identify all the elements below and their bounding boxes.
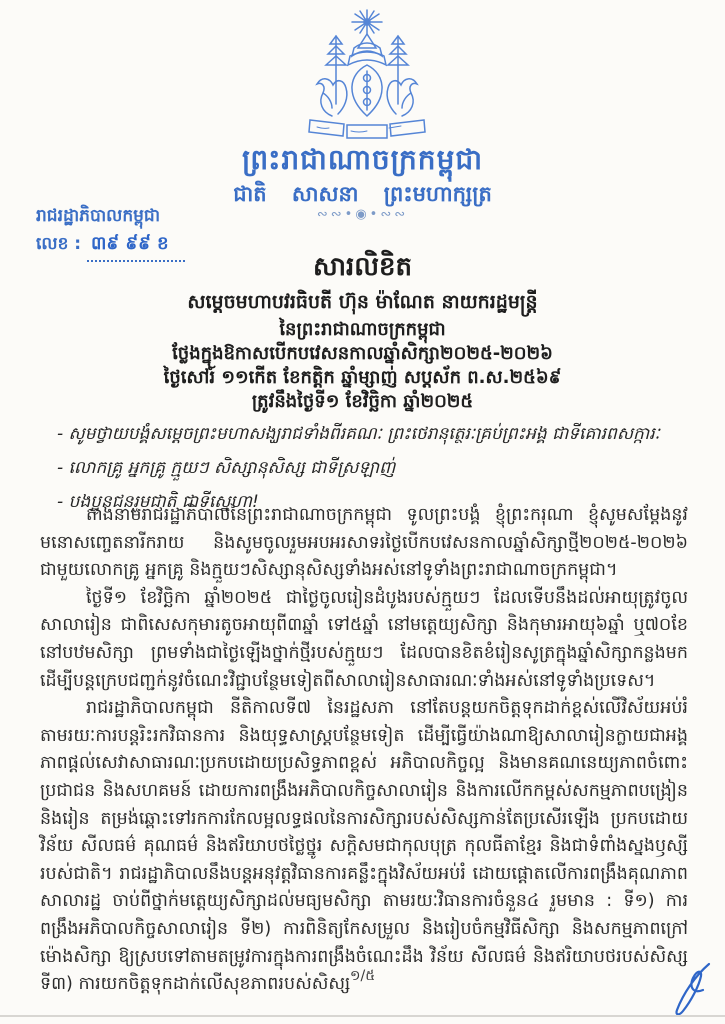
scan-edge-line xyxy=(0,1015,725,1017)
salutation-line: - បងប្អូនជនរួមជាតិ ជាទីស្នេហា! xyxy=(57,492,259,512)
kingdom-title: ព្រះរាជាណាចក្រកម្ពុជា xyxy=(241,143,483,176)
scroll-divider-ornament: ∾∾•◉•∾∾ xyxy=(316,207,409,222)
body-paragraph: រាជរដ្ឋាភិបាលកម្ពុជា នីតិកាលទី៧ នៃរដ្ឋសភា នៅតែបន្តយកចិត្តទុកដាក់ខ្ពស់លើវិស័យអប់រំ តាមរយៈការបន្តរិះរកវិធានការ និងយុទ្ធសាស្ត្របន្ថែមទៀត ដើម្បីធ្វើយ៉ាងណាឱ្យសាលារៀនក្លាយជាអង្គភាពផ្តល់សេវាសាធារណៈប្រកបដោយប្រសិទ្ធភាពខ្ពស់ អភិបាលកិច្ចល្អ និងមានគណនេយ្យភាពចំពោះប្រជាជន និងសហគមន៍ ដោយការពង្រឹងអភិបាលកិច្ចសាលារៀន និងការលើកកម្ពស់សកម្មភាពបង្រៀននិងរៀន តម្រង់ឆ្ពោះទៅរកការកែលម្អលទ្ធផលនៃការសិក្សារបស់សិស្សកាន់តែប្រសើរឡើង ប្រកបដោយវិន័យ សីលធម៌ គុណធម៌ និងឥរិយាបថថ្លៃថ្នូរ សក្តិសមជាកុលបុត្រ កុលធីតាខ្មែរ និងជាទំពាំងស្នងឫស្សីរបស់ជាតិ។ រាជរដ្ឋាភិបាលនឹងបន្តអនុវត្តវិធានការគន្លឹះក្នុងវិស័យអប់រំ ដោយផ្តោតលើការពង្រឹងគុណភាពសាលារដ្ឋ ចាប់ពីថ្នាក់មត្តេយ្យសិក្សាដល់មធ្យមសិក្សា តាមរយៈវិធានការចំនួន៤ រួមមាន : ទី១) ការពង្រឹងអភិបាលកិច្ចសាលារៀន ទី២) ការពិនិត្យកែសម្រួល និងរៀបចំកម្មវិធីសិក្សា និងសកម្មភាពក្រៅម៉ោងសិក្សា ឱ្យស្របទៅតាមតម្រូវការក្នុងការពង្រឹងចំណេះដឹង វិន័យ សីលធម៌ និងឥរិយាបថរបស់សិស្ស ទី៣) ការយកចិត្តទុកដាក់លើសុខភាពរបស់សិស្ស xyxy=(40,698,688,995)
royal-arms-of-cambodia-icon xyxy=(292,8,442,144)
of-kingdom-line: នៃព្រះរាជាណាចក្រកម្ពុជា xyxy=(279,319,446,340)
government-label: រាជរដ្ឋាភិបាលកម្ពុជា xyxy=(36,206,161,226)
gregorian-date-line: ត្រូវនឹងថ្ងៃទី១ ខែវិច្ឆិកា ឆ្នាំ២០២៥ xyxy=(251,391,474,412)
body-paragraph: តាងនាមរាជរដ្ឋាភិបាលនៃព្រះរាជាណាចក្រកម្ពុជា ទូលព្រះបង្គំ ខ្ញុំព្រះករុណា ខ្ញុំសូមសម្តែងនូវមនោសញ្ចេតនារីករាយ និងសូមចូលរួមអបអរសាទរថ្ងៃបើកបវេសនកាលឆ្នាំសិក្សាថ្មី២០២៥-២០២៦ ជាមួយលោកគ្រូ អ្នកគ្រូ និងក្មួយៗសិស្សានុសិស្សទាំងអស់នៅទូទាំងព្រះរាជាណាចក្រកម្ពុជា។ xyxy=(40,505,688,581)
reference-number-value: ៣៩ ៩៩ ខ xyxy=(87,231,185,262)
lunar-date-line: ថ្ងៃសៅរ៍ ១១កើត ខែកត្តិក ឆ្នាំម្សាញ់ សប្តស័ក ព.ស.២៥៦៩ xyxy=(163,367,562,388)
pen-initial-signature-icon xyxy=(665,960,717,1018)
document-type-title: សារលិខិត xyxy=(312,252,413,282)
salutation-line: - សូមថ្វាយបង្គំសម្តេចព្រះមហាសង្ឃរាជទាំងពីរគណៈ ព្រះថេរានុត្ថេរៈគ្រប់ព្រះអង្គ ជាទីគោរពសក្ការៈ xyxy=(57,424,660,444)
occasion-line: ថ្លែងក្នុងឱកាសបើកបវេសនកាលឆ្នាំសិក្សា២០២៥-២០២៦ xyxy=(172,343,553,364)
letter-body xyxy=(40,502,688,999)
national-motto: ជាតិ សាសនា ព្រះមហាក្សត្រ xyxy=(233,182,492,206)
body-paragraph: ថ្ងៃទី១ ខែវិច្ឆិកា ឆ្នាំ២០២៥ ជាថ្ងៃចូលរៀនដំបូងរបស់ក្មួយៗ ដែលទើបនឹងដល់អាយុត្រូវចូលសាលារៀន ជាពិសេសកុមារតូចអាយុពី៣ឆ្នាំ ទៅ៥ឆ្នាំ នៅមត្តេយ្យសិក្សា និងកុមារអាយុ៦ឆ្នាំ ឬ៧០ខែ នៅបឋមសិក្សា ព្រមទាំងជាថ្ងៃឡើងថ្នាក់ថ្មីរបស់ក្មួយៗ ដែលបានខិតខំរៀនសូត្រក្នុងឆ្នាំសិក្សាកន្លងមក ដើម្បីបន្តក្រេបជញ្ជក់នូវចំណេះវិជ្ជាបន្ថែមទៀតពីសាលារៀនសាធារណៈទាំងអស់នៅទូទាំងប្រទេស។ xyxy=(40,587,688,691)
rays xyxy=(352,10,382,34)
page-number: ១/៥ xyxy=(349,968,376,984)
salutation-line: - លោកគ្រូ អ្នកគ្រូ ក្មួយៗ សិស្សានុសិស្ស ជាទីស្រឡាញ់ xyxy=(57,458,396,478)
author-line: សម្តេចមហាបវរធិបតី ហ៊ុន ម៉ាណែត នាយករដ្ឋមន្ត្រី xyxy=(187,291,538,313)
reference-number-label: លេខ : xyxy=(36,234,82,254)
